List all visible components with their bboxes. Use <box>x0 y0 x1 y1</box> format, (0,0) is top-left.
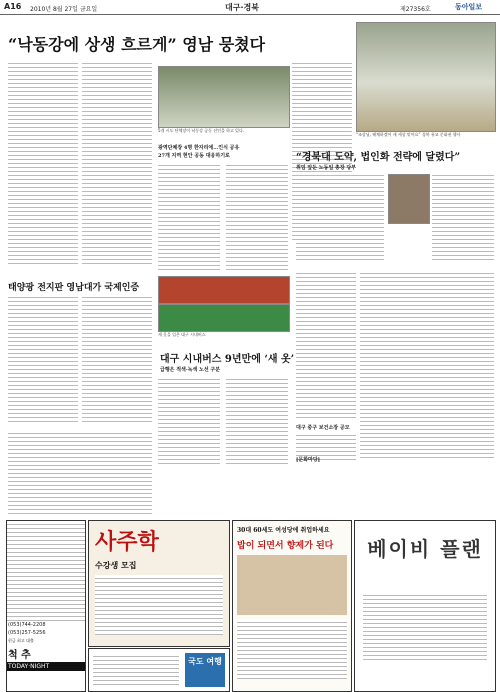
ceremony-photo <box>356 22 496 132</box>
red-bus-photo <box>158 276 290 304</box>
main-article-text-col1 <box>8 60 78 265</box>
spine-clinic-label: 척 추 <box>8 650 31 661</box>
job-ad-slogan: 밥이 되면서 향제가 된다 <box>237 541 334 551</box>
listings-text <box>360 270 494 460</box>
phone-number-2: (053)257-5256 <box>8 630 46 636</box>
bus-article-text-col2 <box>226 376 288 464</box>
school-name: 사주학 <box>95 529 159 555</box>
newspaper-brand: 동아일보 <box>455 3 483 11</box>
culture-headline: [문화마당] <box>296 457 321 463</box>
solar-headline: 태양광 전지판 영남대가 국제인증 <box>8 283 140 293</box>
phone-number-1: (053)744-2208 <box>8 622 46 628</box>
astrology-school-ad <box>88 520 230 647</box>
tour-ad <box>88 648 230 692</box>
main-article-text-col2 <box>82 60 152 265</box>
bus-subhead: 급행은 적색·녹색 노선 구분 <box>160 367 221 373</box>
issue-number: 제27356호 <box>400 6 431 13</box>
main-headline: “낙동강에 상생 흐르게” 영남 뭉쳤다 <box>8 35 266 54</box>
main-article-text-col4 <box>226 162 288 270</box>
main-subhead-2: 27개 지역 현안 공동 대응하기로 <box>158 153 230 159</box>
health-headline: 대구 중구 보건소장 공모 <box>296 425 350 431</box>
main-subhead-1: 광역단체장 4명 한자리에…인식 공유 <box>158 145 240 151</box>
job-ad <box>232 520 352 692</box>
bus-article-text-col1 <box>158 376 220 464</box>
main-article-text-col3 <box>158 162 220 270</box>
job-ad-headline: 30대 60세도 여성당에 취업하세요 <box>237 527 330 534</box>
page-number: A16 <box>4 2 22 11</box>
officials-photo <box>158 66 290 128</box>
shop-banner: TODAY·NIGHT <box>7 662 85 671</box>
university-subhead: 취임 앞둔 노동일 총장 당부 <box>296 165 357 171</box>
university-article-text <box>296 172 384 262</box>
right-article-text-col1 <box>296 270 356 420</box>
job-ad-photo <box>237 555 347 615</box>
baby-plan-ad <box>354 520 496 692</box>
green-bus-photo <box>158 304 290 332</box>
university-article-text-2 <box>432 172 494 262</box>
baby-plan-title: 베이비 플랜 <box>367 537 483 561</box>
ceremony-photo-caption: “조상님, 해체하겠어 새 세상 맞아요” 경북 유교 문화권 행사 <box>356 132 461 137</box>
president-portrait <box>388 174 430 224</box>
page-header <box>0 0 500 15</box>
page-date: 2010년 8월 27일 금요일 <box>30 6 98 13</box>
solar-article-text-col1 <box>8 294 78 424</box>
officials-photo-caption: 5개 시도 단체장이 낙동강 공동 선언을 하고 있다. <box>158 128 245 133</box>
small-articles-text <box>8 430 152 514</box>
tour-label: 국도 여행 <box>185 653 225 687</box>
section-name: 대구·경북 <box>225 3 259 12</box>
school-sub: 수강생 모집 <box>95 560 137 570</box>
solar-article-text-col2 <box>82 294 152 424</box>
bus-headline: 대구 시내버스 9년만에 ‘새 옷’ <box>160 354 295 365</box>
loan-label: 현금 최고 대출 <box>8 638 34 643</box>
classified-ads-box <box>6 520 86 692</box>
bus-photo-caption: 새 옷을 입은 대구 시내버스 <box>158 332 206 337</box>
university-headline: “경북대 도약, 법인화 전략에 달렸다” <box>296 152 461 163</box>
